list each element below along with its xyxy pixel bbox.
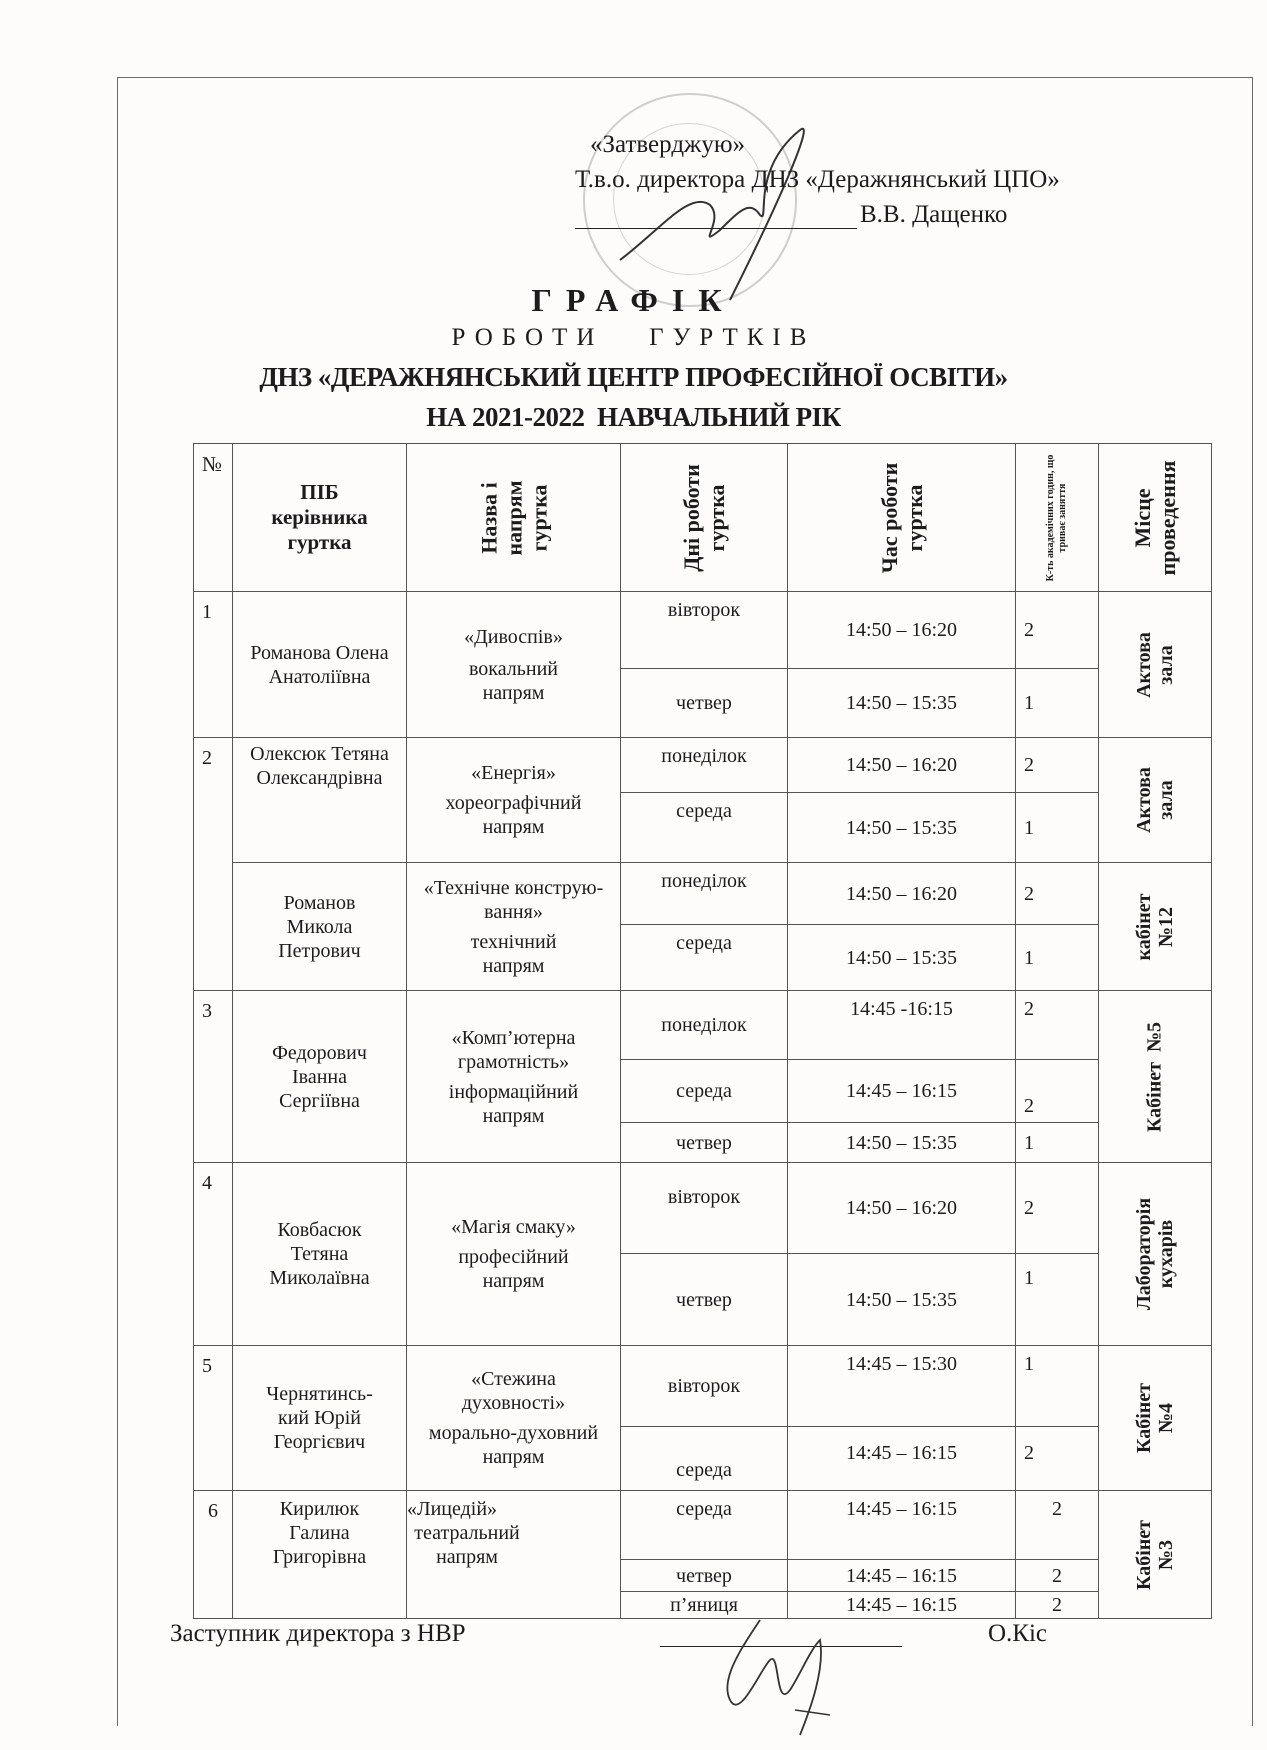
row-3-leader: Федорович Іванна Сергіївна <box>232 990 407 1163</box>
session-hours: 2 <box>1015 1426 1099 1491</box>
session-time: 14:50 – 16:20 <box>787 1162 1016 1254</box>
session-hours: 2 <box>1015 737 1099 793</box>
row-4-club <box>406 1162 621 1346</box>
row-4-place <box>1098 1162 1212 1346</box>
title-grafik: ГРАФІК <box>531 282 736 318</box>
place-text: Актова зала <box>1133 767 1177 833</box>
row-1-leader: Романова Олена Анатоліївна <box>232 591 407 738</box>
row-5-place <box>1098 1345 1212 1491</box>
header-club-text: Назва і напрям гуртка <box>476 479 551 556</box>
session-hours: 2 <box>1015 1490 1099 1560</box>
session-day: понеділок <box>620 737 788 793</box>
row-2b-place <box>1098 862 1212 991</box>
session-day: вівторок <box>620 591 788 669</box>
club-name: «Магія смаку» <box>451 1216 576 1238</box>
footer-name: О.Кіс <box>988 1620 1048 1647</box>
session-time: 14:50 – 16:20 <box>787 737 1016 793</box>
session-time: 14:45 – 16:15 <box>787 1490 1016 1560</box>
session-day: середа <box>620 792 788 863</box>
row-5-leader: Чернятинсь-кий Юрій Георгієвич <box>232 1345 407 1491</box>
session-hours: 1 <box>1015 924 1099 991</box>
club-direction: морально-духовний напрям <box>428 1422 599 1468</box>
header-num: № <box>193 443 233 592</box>
session-day: середа <box>620 1426 788 1491</box>
session-hours: 1 <box>1015 1345 1099 1427</box>
session-time: 14:50 – 15:35 <box>787 668 1016 738</box>
club-direction: вокальний напрям <box>469 657 558 704</box>
row-2a-club <box>406 737 621 863</box>
title-subtitle: РОБОТИ ГУРТКІВ <box>451 324 816 351</box>
title-organization: ДНЗ «ДЕРАЖНЯНСЬКИЙ ЦЕНТР ПРОФЕСІЙНОЇ ОСВІТИ» <box>259 362 1008 392</box>
club-name: «Комп’ютерна грамотність» <box>451 1026 576 1073</box>
club-direction: театральний напрям <box>414 1522 520 1568</box>
row-2b-leader: Романов Микола Петрович <box>232 862 407 991</box>
header-leader: ПІБ керівника гуртка <box>232 443 407 592</box>
session-time: 14:45 – 15:30 <box>787 1345 1016 1427</box>
approve-label: «Затверджую» <box>590 131 745 158</box>
footer-position: Заступник директора з НВР <box>170 1620 466 1647</box>
club-name: «Технічне конструю-вання» <box>423 876 604 923</box>
row-1-club <box>406 591 621 738</box>
place-text: Кабінет №3 <box>1133 1519 1177 1590</box>
session-day: вівторок <box>620 1345 788 1427</box>
club-direction: хореографічний напрям <box>445 792 582 838</box>
row-6-leader: Кирилюк Галина Григорівна <box>232 1490 407 1619</box>
row-3-club <box>406 990 621 1163</box>
session-day: понеділок <box>620 862 788 925</box>
header-time <box>787 443 1016 592</box>
session-hours: 2 <box>1015 1059 1099 1123</box>
session-time: 14:50 – 15:35 <box>787 1253 1016 1346</box>
session-time: 14:50 – 16:20 <box>787 862 1016 925</box>
row-6-place <box>1098 1490 1212 1619</box>
club-direction: технічний напрям <box>470 930 557 977</box>
session-time: 14:45 – 16:15 <box>787 1559 1016 1592</box>
session-hours: 2 <box>1015 990 1099 1060</box>
header-hours-text: К-ть академічних годин, що триває заняття <box>1045 454 1068 581</box>
session-hours: 2 <box>1015 1591 1099 1619</box>
row-2a-leader: Олексюк Тетяна Олександрівна <box>232 737 407 863</box>
session-time: 14:45 – 16:15 <box>787 1426 1016 1491</box>
row-3-place <box>1098 990 1212 1163</box>
session-hours: 2 <box>1015 1162 1099 1254</box>
session-day: понеділок <box>620 990 788 1060</box>
session-day: четвер <box>620 668 788 738</box>
place-text: Актова зала <box>1133 631 1177 698</box>
signature-line <box>575 228 857 229</box>
club-name: «Дивоспів» <box>464 625 563 648</box>
session-day: четвер <box>620 1559 788 1592</box>
row-5-num: 5 <box>193 1345 233 1491</box>
session-time: 14:45 -16:15 <box>787 990 1016 1060</box>
session-day: четвер <box>620 1253 788 1346</box>
club-name: «Стежина духовності» <box>461 1368 566 1414</box>
header-place-text: Місце проведення <box>1130 460 1180 575</box>
session-time: 14:45 – 16:15 <box>787 1591 1016 1619</box>
session-hours: 1 <box>1015 1253 1099 1346</box>
row-2a-place <box>1098 737 1212 863</box>
header-time-text: Час роботи гуртка <box>876 462 927 573</box>
session-time: 14:50 – 15:35 <box>787 924 1016 991</box>
row-6-club <box>406 1490 621 1619</box>
session-day: четвер <box>620 1122 788 1163</box>
club-direction: професійний напрям <box>458 1246 569 1292</box>
place-text: Лабораторія кухарів <box>1133 1197 1177 1311</box>
club-name: «Енергія» <box>471 762 556 784</box>
session-hours: 2 <box>1015 862 1099 925</box>
session-day: вівторок <box>620 1162 788 1254</box>
header-place <box>1098 443 1212 592</box>
place-text: Кабінет №5 <box>1143 1021 1166 1132</box>
deputy-signature <box>700 1610 870 1740</box>
header-days <box>620 443 788 592</box>
approver-position: Т.в.о. директора ДНЗ «Деражнянський ЦПО» <box>575 166 1060 193</box>
header-club <box>406 443 621 592</box>
title-year: НА 2021-2022 НАВЧАЛЬНИЙ РІК <box>426 402 841 432</box>
session-day: середа <box>620 1490 788 1560</box>
club-direction: інформаційний напрям <box>448 1080 579 1127</box>
place-text: кабінет №12 <box>1133 893 1177 961</box>
session-time: 14:45 – 16:15 <box>787 1059 1016 1123</box>
session-time: 14:50 – 16:20 <box>787 591 1016 669</box>
session-time: 14:50 – 15:35 <box>787 1122 1016 1163</box>
header-hours <box>1015 443 1099 592</box>
session-hours: 2 <box>1015 1559 1099 1592</box>
row-4-leader: Ковбасюк Тетяна Миколаївна <box>232 1162 407 1346</box>
row-4-num: 4 <box>193 1162 233 1346</box>
session-time: 14:50 – 15:35 <box>787 792 1016 863</box>
row-2b-club <box>406 862 621 991</box>
row-5-club <box>406 1345 621 1491</box>
row-1-num: 1 <box>193 591 233 738</box>
session-day: п’яниця <box>620 1591 788 1619</box>
session-hours: 1 <box>1015 792 1099 863</box>
approver-name: В.В. Дащенко <box>860 201 1008 228</box>
session-hours: 1 <box>1015 668 1099 738</box>
row-1-place <box>1098 591 1212 738</box>
place-text: Кабінет №4 <box>1133 1382 1177 1454</box>
header-days-text: Дні роботи гуртка <box>679 463 729 572</box>
club-name: «Лицедій» <box>407 1498 498 1520</box>
session-hours: 2 <box>1015 591 1099 669</box>
row-6-num: 6 <box>193 1490 233 1619</box>
session-hours: 1 <box>1015 1122 1099 1163</box>
session-day: середа <box>620 1059 788 1123</box>
session-day: середа <box>620 924 788 991</box>
row-2-num: 2 <box>193 737 233 991</box>
row-3-num: 3 <box>193 990 233 1163</box>
